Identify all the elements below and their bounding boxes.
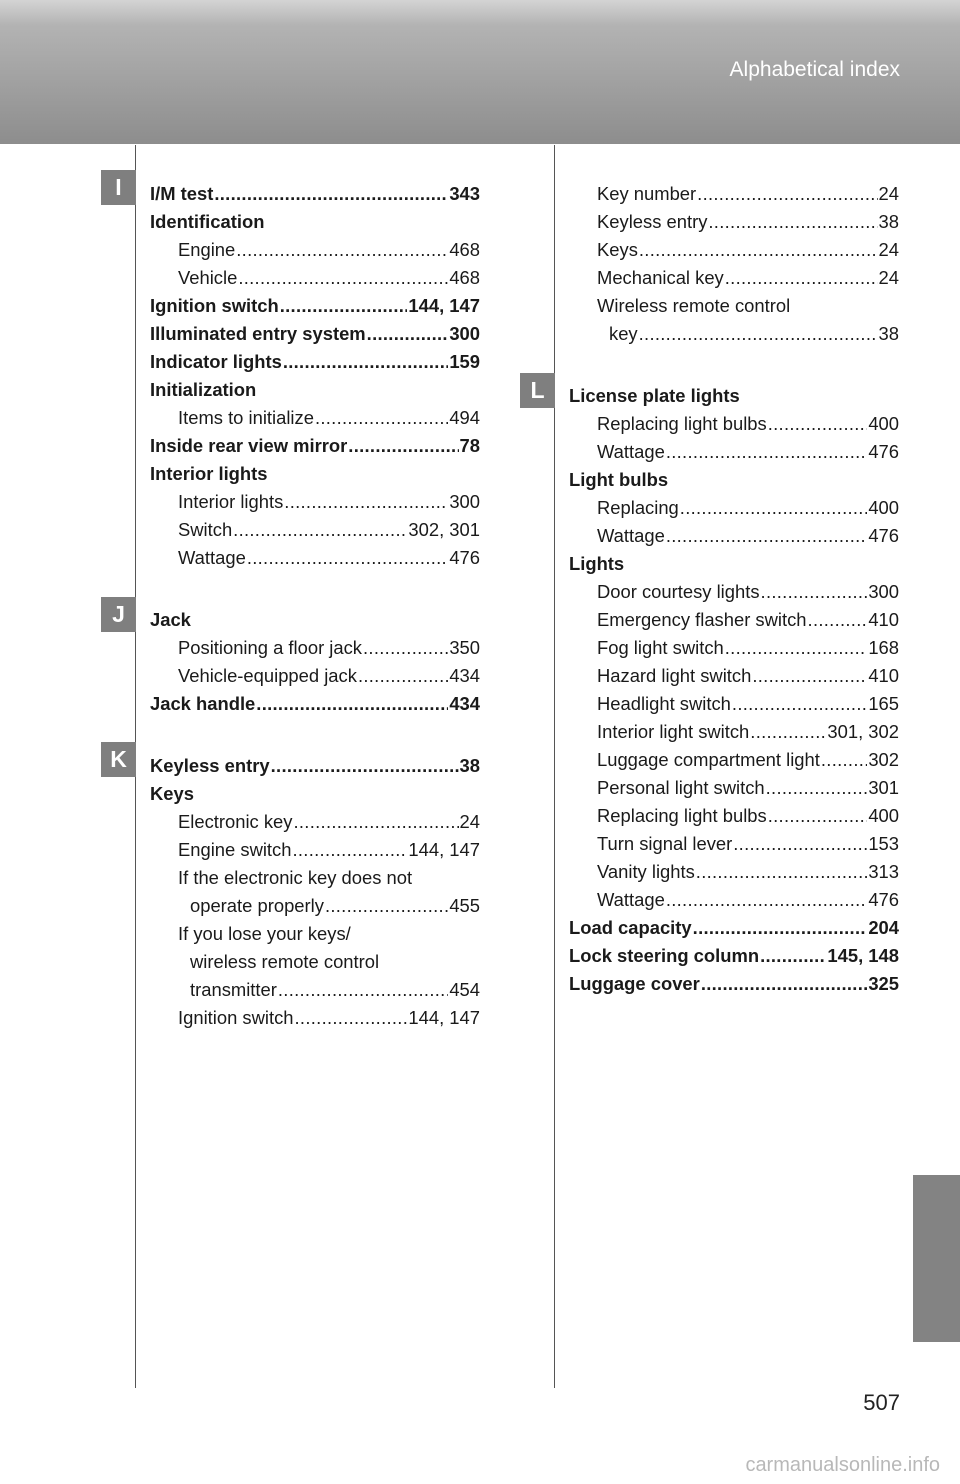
index-entry-label: Wattage (597, 889, 665, 910)
index-entry[interactable] (569, 970, 899, 998)
section-gap (150, 718, 480, 752)
index-entry-label: Replacing light bulbs (597, 805, 767, 826)
dot-leader (214, 180, 448, 208)
dot-leader (750, 718, 826, 746)
dot-leader (325, 892, 448, 920)
dot-leader (768, 410, 868, 438)
dot-leader (293, 808, 458, 836)
index-entry-label: Replacing light bulbs (597, 413, 767, 434)
index-entry-label: If you lose your keys/ (178, 923, 351, 944)
index-entry[interactable] (569, 662, 899, 690)
dot-leader (666, 886, 868, 914)
index-entry[interactable] (150, 808, 480, 836)
index-entry[interactable] (150, 544, 480, 572)
index-entry[interactable] (150, 208, 480, 236)
index-entry-page: 300 (449, 323, 480, 344)
index-entry-label: Items to initialize (178, 407, 314, 428)
index-entry[interactable] (569, 858, 899, 886)
index-entry-page: 434 (449, 693, 480, 714)
index-entry[interactable] (150, 920, 480, 948)
index-entry-page: 145, 148 (827, 945, 899, 966)
index-entry-page: 24 (459, 811, 480, 832)
section-letter-k: K (101, 742, 136, 777)
index-entry-page: 494 (449, 407, 480, 428)
column-divider-middle (554, 145, 555, 1388)
index-entry[interactable] (150, 976, 480, 1004)
index-entry-label: Turn signal lever (597, 833, 733, 854)
dot-leader (708, 208, 877, 236)
index-entry-page: 410 (868, 665, 899, 686)
index-entry[interactable] (150, 752, 480, 780)
dot-leader (639, 236, 878, 264)
index-entry[interactable] (569, 914, 899, 942)
index-entry-page: 301 (868, 777, 899, 798)
index-entry-label: Hazard light switch (597, 665, 752, 686)
index-entry-page: 400 (868, 805, 899, 826)
index-entry-label: Identification (150, 211, 265, 232)
index-entry-page: 400 (868, 497, 899, 518)
index-entry-label: Wattage (178, 547, 246, 568)
index-entry-label: Key number (597, 183, 697, 204)
index-entry-label: Vehicle-equipped jack (178, 665, 357, 686)
index-entry[interactable] (150, 606, 480, 634)
dot-leader (732, 690, 867, 718)
index-entry-label: Lights (569, 553, 625, 574)
index-entry-page: 24 (878, 239, 899, 260)
dot-leader (693, 914, 868, 942)
index-entry-label: Vanity lights (597, 861, 695, 882)
index-entry-page: 144, 147 (408, 1007, 480, 1028)
index-entry-page: 350 (449, 637, 480, 658)
index-entry-label: wireless remote control (190, 951, 380, 972)
dot-leader (236, 236, 448, 264)
index-entry[interactable] (569, 236, 899, 264)
index-entry-page: 300 (868, 581, 899, 602)
index-entry-label: Jack (150, 609, 191, 630)
index-entry[interactable] (150, 690, 480, 718)
index-entry[interactable] (150, 404, 480, 432)
dot-leader (358, 662, 448, 690)
index-entry[interactable] (569, 746, 899, 774)
index-entry-label: Illuminated entry system (150, 323, 366, 344)
dot-leader (725, 264, 878, 292)
index-entry-page: 343 (449, 183, 480, 204)
section-thumb-tab (913, 1175, 960, 1342)
index-entry-label: Ignition switch (150, 295, 279, 316)
index-entry-page: 153 (868, 833, 899, 854)
index-entry-page: 325 (868, 973, 899, 994)
index-entry-label: Electronic key (178, 811, 293, 832)
index-entry[interactable] (150, 320, 480, 348)
index-entry-page: 476 (868, 889, 899, 910)
index-entry-page: 168 (868, 637, 899, 658)
index-entry-label: key (609, 323, 638, 344)
index-entry[interactable] (150, 634, 480, 662)
index-entry-label: Load capacity (569, 917, 692, 938)
index-entry-label: Wattage (597, 441, 665, 462)
index-entry-label: Mechanical key (597, 267, 724, 288)
index-entry[interactable] (569, 264, 899, 292)
dot-leader (761, 578, 868, 606)
index-entry-label: Luggage compartment light (597, 749, 820, 770)
index-entry[interactable] (150, 516, 480, 544)
index-entry-page: 410 (868, 609, 899, 630)
index-entry[interactable] (569, 180, 899, 208)
index-entry-label: Engine switch (178, 839, 292, 860)
index-entry-page: 454 (449, 979, 480, 1000)
index-entry-label: Switch (178, 519, 233, 540)
index-entry[interactable] (569, 410, 899, 438)
index-entry[interactable] (150, 348, 480, 376)
index-entry[interactable] (150, 948, 480, 976)
index-entry-label: Engine (178, 239, 236, 260)
index-entry[interactable] (150, 376, 480, 404)
index-entry[interactable] (569, 382, 899, 410)
index-entry-page: 302, 301 (408, 519, 480, 540)
dot-leader (256, 690, 448, 718)
dot-leader (752, 662, 867, 690)
index-entry-label: Interior lights (150, 463, 268, 484)
index-entry[interactable] (150, 432, 480, 460)
dot-leader (348, 432, 458, 460)
dot-leader (367, 320, 449, 348)
index-entry-label: Keys (597, 239, 638, 260)
dot-leader (278, 976, 448, 1004)
dot-leader (639, 320, 878, 348)
index-entry[interactable] (150, 836, 480, 864)
index-entry-page: 434 (449, 665, 480, 686)
dot-leader (247, 544, 449, 572)
dot-leader (284, 488, 448, 516)
dot-leader (271, 752, 459, 780)
index-entry-label: Keys (150, 783, 194, 804)
index-entry[interactable] (150, 488, 480, 516)
index-entry[interactable] (569, 466, 899, 494)
index-entry[interactable] (150, 292, 480, 320)
index-entry-page: 476 (449, 547, 480, 568)
index-entry[interactable] (569, 578, 899, 606)
index-entry-page: 302 (868, 749, 899, 770)
index-entry-page: 38 (878, 211, 899, 232)
index-entry[interactable] (569, 634, 899, 662)
index-entry-page: 301, 302 (827, 721, 899, 742)
index-entry[interactable] (569, 774, 899, 802)
index-entry-label: Keyless entry (150, 755, 270, 776)
index-entry-label: Interior light switch (597, 721, 750, 742)
dot-leader (666, 522, 868, 550)
index-entry-label: License plate lights (569, 385, 740, 406)
dot-leader (292, 836, 407, 864)
index-entry-label: Keyless entry (597, 211, 708, 232)
index-entry-page: 468 (449, 239, 480, 260)
watermark: carmanualsonline.info (745, 1454, 940, 1476)
index-entry-page: 38 (878, 323, 899, 344)
index-entry[interactable] (569, 690, 899, 718)
index-entry[interactable] (569, 320, 899, 348)
dot-leader (363, 634, 448, 662)
dot-leader (680, 494, 868, 522)
index-entry-page: 144, 147 (408, 295, 480, 316)
index-entry-label: Inside rear view mirror (150, 435, 348, 456)
index-entry-label: Emergency flasher switch (597, 609, 807, 630)
index-entry-label: Jack handle (150, 693, 256, 714)
dot-leader (768, 802, 868, 830)
index-entry[interactable] (569, 438, 899, 466)
dot-leader (725, 634, 868, 662)
index-entry[interactable] (569, 522, 899, 550)
index-entry[interactable] (569, 886, 899, 914)
section-letter-j: J (101, 597, 136, 632)
index-entry-label: transmitter (190, 979, 277, 1000)
index-entry-label: Replacing (597, 497, 679, 518)
index-entry-label: I/M test (150, 183, 214, 204)
index-entry-label: Personal light switch (597, 777, 765, 798)
index-entry-label: Interior lights (178, 491, 284, 512)
index-entry-label: operate properly (190, 895, 324, 916)
index-entry-page: 24 (878, 183, 899, 204)
dot-leader (295, 1004, 408, 1032)
dot-leader (697, 180, 877, 208)
index-entry-label: Fog light switch (597, 637, 724, 658)
index-entry[interactable] (150, 892, 480, 920)
index-entry-page: 24 (878, 267, 899, 288)
index-entry-page: 144, 147 (408, 839, 480, 860)
index-entry-page: 455 (449, 895, 480, 916)
index-entry-page: 204 (868, 917, 899, 938)
index-column-left (150, 180, 480, 1032)
index-entry-label: Headlight switch (597, 693, 731, 714)
index-entry-label: Lock steering column (569, 945, 760, 966)
index-entry-label: Vehicle (178, 267, 238, 288)
index-entry[interactable] (569, 494, 899, 522)
dot-leader (701, 970, 868, 998)
index-entry[interactable] (569, 550, 899, 578)
dot-leader (233, 516, 407, 544)
dot-leader (696, 858, 868, 886)
index-entry[interactable] (569, 208, 899, 236)
index-entry-page: 313 (868, 861, 899, 882)
dot-leader (666, 438, 868, 466)
index-entry[interactable] (569, 942, 899, 970)
index-entry[interactable] (569, 830, 899, 858)
index-entry[interactable] (150, 780, 480, 808)
index-entry-label: Luggage cover (569, 973, 700, 994)
dot-leader (315, 404, 448, 432)
index-entry[interactable] (150, 180, 480, 208)
index-entry[interactable] (569, 802, 899, 830)
index-entry-page: 476 (868, 525, 899, 546)
index-entry-page: 38 (459, 755, 480, 776)
index-entry[interactable] (150, 864, 480, 892)
index-entry-label: If the electronic key does not (178, 867, 413, 888)
index-entry[interactable] (569, 606, 899, 634)
index-entry-page: 159 (449, 351, 480, 372)
index-entry-page: 400 (868, 413, 899, 434)
dot-leader (766, 774, 868, 802)
index-entry[interactable] (150, 1004, 480, 1032)
index-entry[interactable] (150, 460, 480, 488)
index-entry-page: 165 (868, 693, 899, 714)
index-entry-page: 468 (449, 267, 480, 288)
index-entry-label: Initialization (150, 379, 257, 400)
index-entry[interactable] (150, 236, 480, 264)
dot-leader (238, 264, 448, 292)
dot-leader (733, 830, 867, 858)
index-entry-page: 476 (868, 441, 899, 462)
dot-leader (821, 746, 867, 774)
index-entry-label: Wattage (597, 525, 665, 546)
index-entry-label: Indicator lights (150, 351, 282, 372)
index-entry-page: 300 (449, 491, 480, 512)
index-entry[interactable] (569, 718, 899, 746)
index-entry-label: Light bulbs (569, 469, 669, 490)
header-title: Alphabetical index (729, 58, 900, 81)
index-entry-label: Positioning a floor jack (178, 637, 363, 658)
section-gap (150, 572, 480, 606)
page-number: 507 (863, 1390, 900, 1415)
index-entry-label: Wireless remote control (597, 295, 791, 316)
index-entry-label: Ignition switch (178, 1007, 294, 1028)
index-entry[interactable] (150, 662, 480, 690)
dot-leader (283, 348, 449, 376)
index-entry-label: Door courtesy lights (597, 581, 760, 602)
section-letter-l: L (520, 373, 555, 408)
section-letter-i: I (101, 170, 136, 205)
index-column-right (569, 180, 899, 998)
dot-leader (760, 942, 826, 970)
dot-leader (280, 292, 408, 320)
index-entry[interactable] (569, 292, 899, 320)
page-header (0, 0, 960, 144)
dot-leader (808, 606, 868, 634)
index-entry[interactable] (150, 264, 480, 292)
index-entry-page: 78 (459, 435, 480, 456)
section-gap (569, 348, 899, 382)
